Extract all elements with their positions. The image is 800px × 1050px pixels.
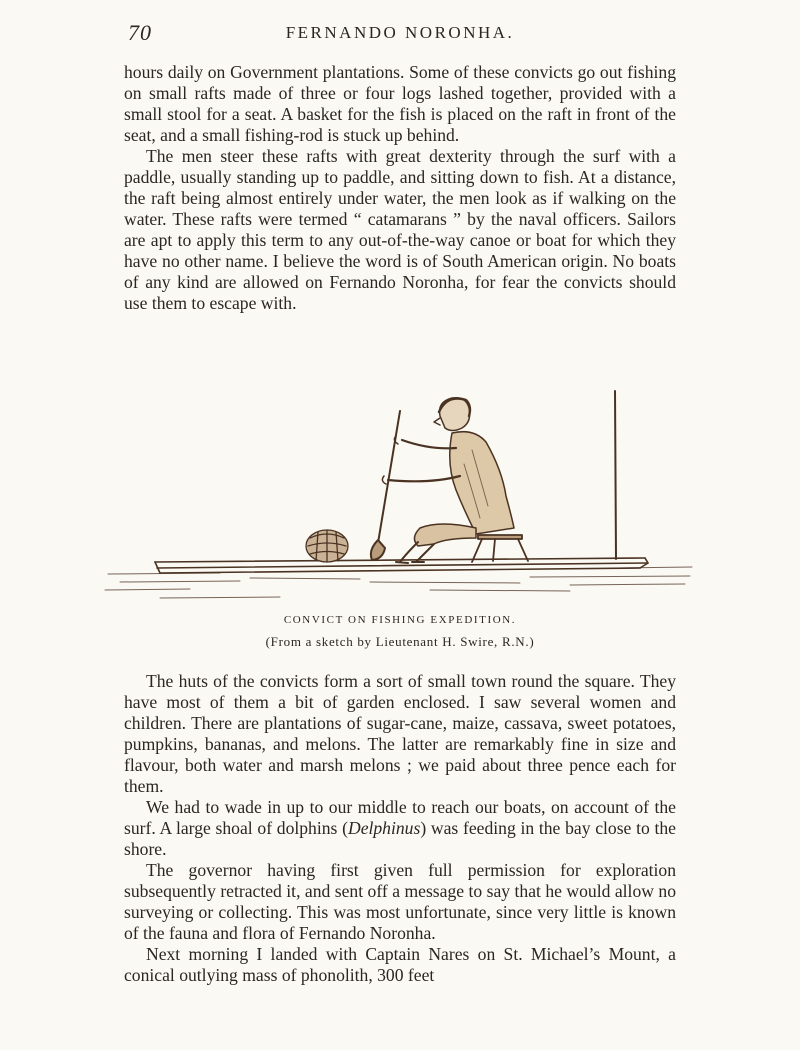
text-block-bottom [124, 671, 676, 986]
text-block-top [124, 62, 676, 314]
figure-caption: CONVICT ON FISHING EXPEDITION. [283, 614, 517, 626]
page-number: 70 [128, 20, 152, 45]
paragraph: Next morning I landed with Captain Nares on St. Michael’s Mount, a conical outlying mass of phonolith, 300 feet [124, 944, 676, 985]
text-run: We had to wade in up to our middle to reach our boats, on account of the surf. A large shoal of dolphins ( [124, 797, 676, 838]
paragraph: The huts of the convicts form a sort of small town round the square. They have most of them a bit of garden enclosed. I saw several women and children. There are plantations of sugar-cane, maize, cassava, sweet potatoes, pumpkins, bananas, and melons. The latter are remarkably fine in size and flavour, both water and marsh melons ; we paid about three pence each for them. [124, 671, 676, 796]
text-run: ) was feeding in the bay close to the shore. [124, 818, 676, 859]
figure-illustration [100, 378, 700, 610]
paddle [371, 411, 400, 560]
page-header [124, 20, 676, 50]
fish-basket [306, 530, 348, 562]
water-lines [105, 567, 692, 598]
species-name: Delphinus [347, 818, 421, 838]
stool [472, 535, 528, 562]
figure-credit: (From a sketch by Lieutenant H. Swire, R.N.) [265, 634, 535, 649]
paragraph: The governor having first given full permission for exploration subsequently retracted it, and sent off a message to say that he would allow no surveying or collecting. This was most unfortunate, since very little is known of the fauna and flora of Fernando Noronha. [124, 860, 676, 943]
fishing-rod [615, 391, 616, 559]
paragraph: The men steer these rafts with great dexterity through the surf with a paddle, usually standing up to paddle, and sitting down to fish. At a distance, the raft being almost entirely under water, the men look as if walking on the water. These rafts were termed “ catamarans ” by the naval officers. Sailors are apt to apply this term to any out-of-the-way canoe or boat for which they have no other name. I believe the word is of South American origin. No boats of any kind are allowed on Fernando Noronha, for fear the convicts should use them to escape with. [124, 146, 676, 313]
convict-on-raft-engraving [100, 378, 700, 610]
running-title: FERNANDO NORONHA. [285, 23, 515, 42]
paragraph: hours daily on Government plantations. Some of these convicts go out fishing on small rafts made of three or four logs lashed together, provided with a small stool for a seat. A basket for the fish is placed on the raft in front of the seat, and a small fishing-rod is stuck up behind. [124, 62, 676, 145]
paragraph-dolphins [124, 797, 676, 860]
